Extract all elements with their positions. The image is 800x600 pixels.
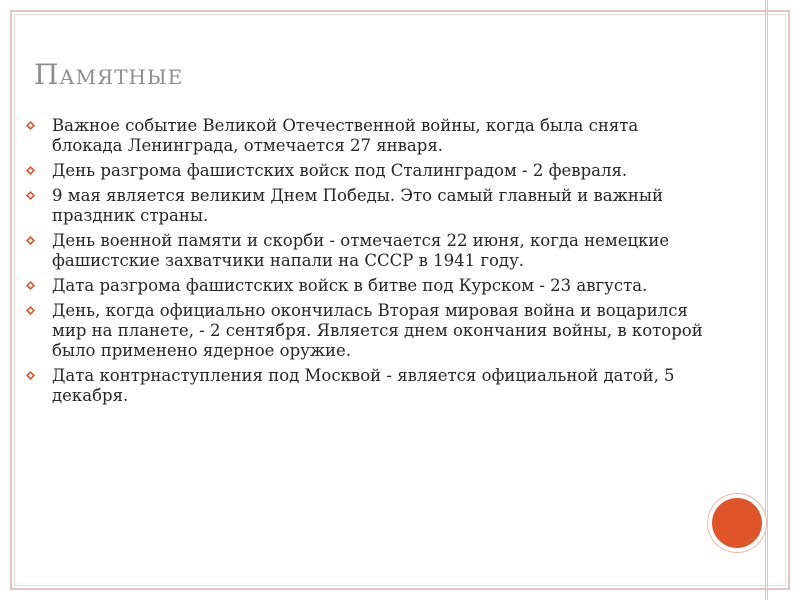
list-item-text: Дата контрнаступления под Москвой - является официальной датой, 5 декабря. (52, 366, 675, 405)
bullet-list (22, 116, 712, 411)
list-item-text: День военной памяти и скорби - отмечается 22 июня, когда немецкие фашистские захватчики напали на СССР в 1941 году. (52, 231, 670, 270)
list-item-text: 9 мая является великим Днем Победы. Это самый главный и важный праздник страны. (52, 186, 663, 225)
list-item (22, 366, 712, 406)
diamond-cluster-icon (26, 121, 35, 130)
decorative-circle (712, 498, 762, 548)
list-item (22, 231, 712, 271)
diamond-cluster-icon (26, 281, 35, 290)
list-item (22, 301, 712, 361)
list-item (22, 161, 712, 181)
diamond-cluster-icon (26, 166, 35, 175)
list-item-text: Важное событие Великой Отечественной войны, когда была снята блокада Ленинграда, отмечается 27 января. (52, 116, 639, 155)
diamond-cluster-icon (26, 306, 35, 315)
list-item (22, 116, 712, 156)
list-item (22, 276, 712, 296)
list-item (22, 186, 712, 226)
list-item-text: Дата разгрома фашистских войск в битве под Курском - 23 августа. (52, 276, 648, 295)
diamond-cluster-icon (26, 371, 35, 380)
list-item-text: День, когда официально окончилась Вторая мировая война и воцарился мир на планете, - 2 сентября. Является днем окончания войны, в которой было применено ядерное оружие. (52, 301, 703, 360)
slide-title: Памятные (34, 58, 184, 91)
diamond-cluster-icon (26, 236, 35, 245)
decorative-rail (765, 0, 768, 600)
diamond-cluster-icon (26, 191, 35, 200)
list-item-text: День разгрома фашистских войск под Сталинградом - 2 февраля. (52, 161, 628, 180)
